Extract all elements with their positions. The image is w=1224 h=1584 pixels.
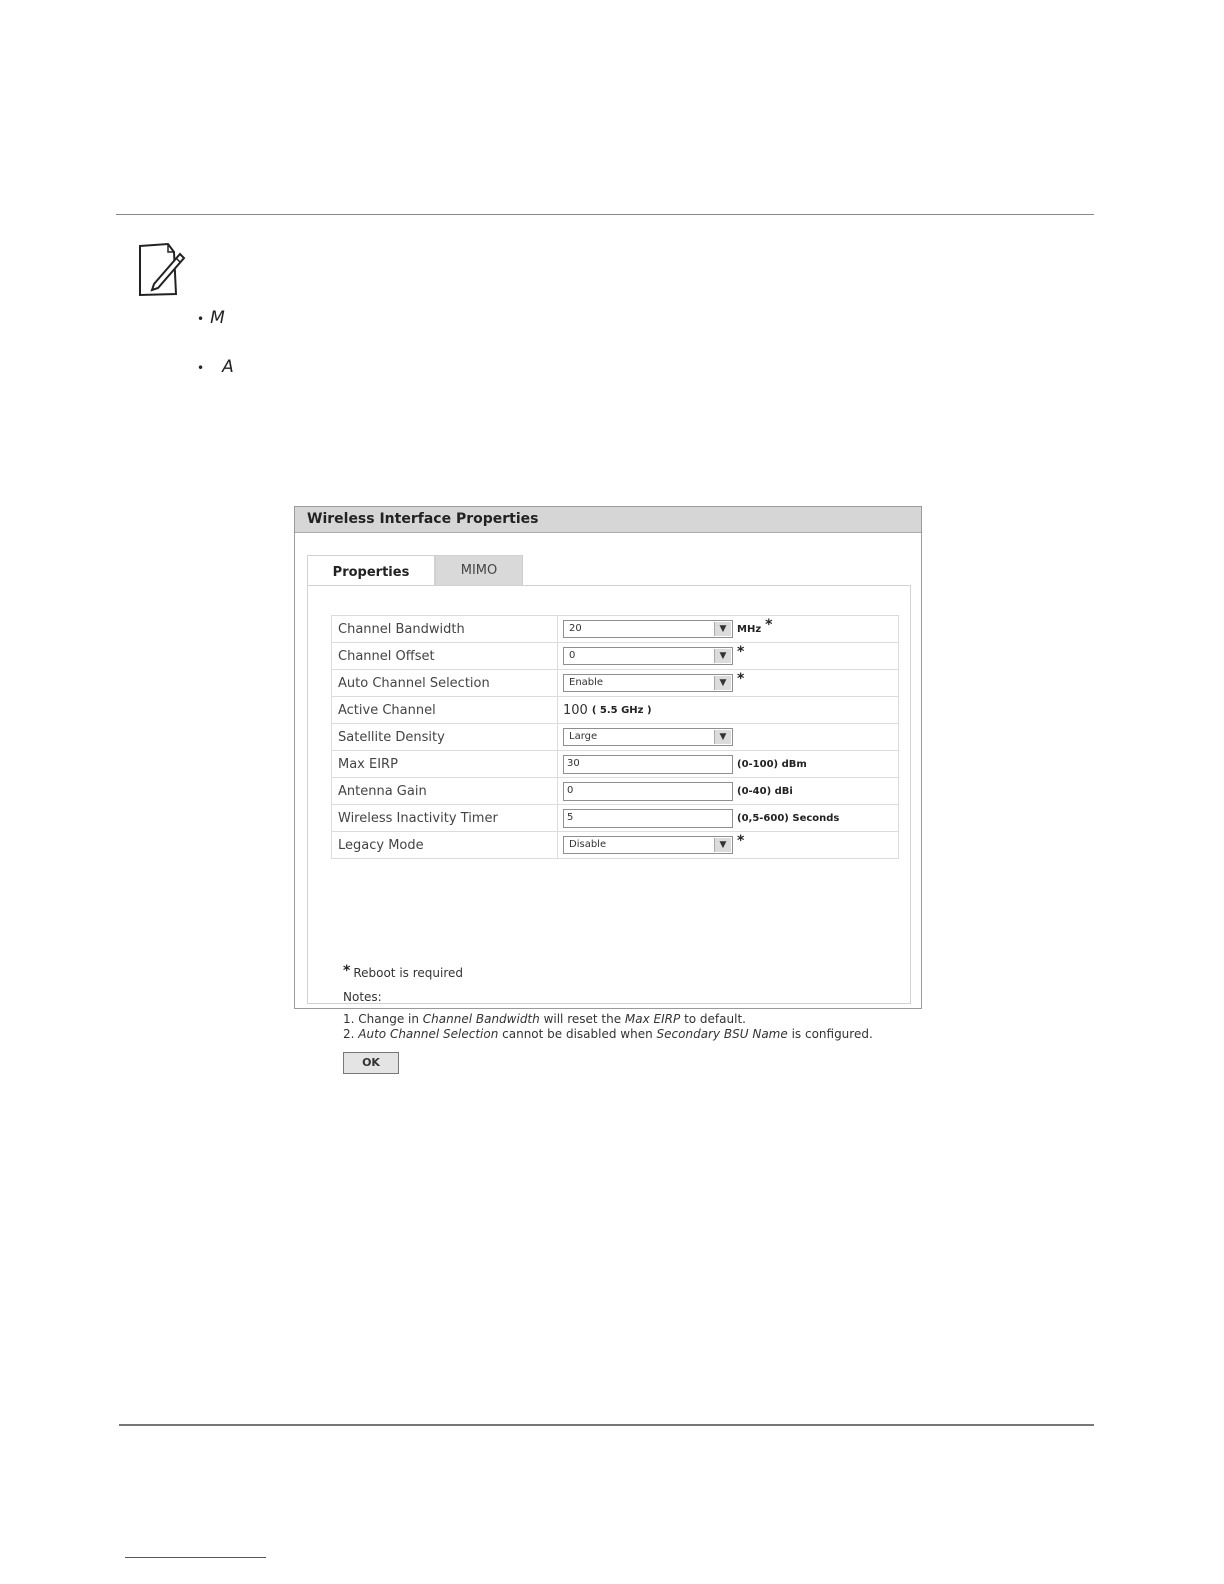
row-max-eirp [332, 751, 899, 778]
antenna-gain-input[interactable] [563, 782, 733, 801]
note-text: cannot be disabled when [498, 1027, 657, 1041]
row-label: Antenna Gain [332, 778, 558, 805]
reboot-note [343, 963, 464, 982]
row-label: Max EIRP [332, 751, 558, 778]
panel-title: Wireless Interface Properties [295, 507, 921, 533]
reboot-marker: * [737, 671, 745, 687]
note-italic: Secondary BSU Name [656, 1027, 788, 1041]
note-italic: Auto Channel Selection [358, 1027, 499, 1041]
properties-content [307, 585, 911, 1069]
row-auto-channel-selection [332, 670, 899, 697]
select-value: Enable [569, 677, 604, 688]
note-text: to default. [680, 1012, 746, 1026]
note-text: 2. [343, 1027, 359, 1041]
row-label: Active Channel [332, 697, 558, 724]
note-text: will reset the [539, 1012, 625, 1026]
footer-rule [119, 1424, 1094, 1426]
reboot-marker: * [737, 644, 745, 660]
header-rule [116, 214, 1094, 215]
chevron-down-icon[interactable]: ▼ [714, 838, 731, 852]
unit-label: ( 5.5 GHz ) [591, 704, 652, 716]
row-channel-offset [332, 643, 899, 670]
row-antenna-gain [332, 778, 899, 805]
note-bullet-2: • A [197, 357, 234, 377]
row-label: Satellite Density [332, 724, 558, 751]
reboot-marker: * [737, 833, 745, 849]
note-pencil-icon [134, 240, 186, 298]
input-value: 0 [567, 784, 574, 796]
row-label: Legacy Mode [332, 832, 558, 859]
ok-button[interactable]: OK [343, 1052, 399, 1074]
note-bullet-text: M [210, 308, 225, 328]
unit-label: MHz [737, 623, 762, 635]
legacy-mode-select[interactable] [563, 836, 733, 854]
chevron-down-icon[interactable]: ▼ [714, 649, 731, 663]
note-bullet-1: • M [197, 308, 225, 328]
row-label: Channel Offset [332, 643, 558, 670]
channel-offset-select[interactable] [563, 647, 733, 665]
row-label: Wireless Inactivity Timer [332, 805, 558, 832]
max-eirp-input[interactable] [563, 755, 733, 774]
row-active-channel [332, 697, 899, 724]
row-label: Channel Bandwidth [332, 616, 558, 643]
chevron-down-icon[interactable]: ▼ [714, 730, 731, 744]
tab-properties[interactable]: Properties [307, 555, 435, 586]
auto-channel-selection-select[interactable] [563, 674, 733, 692]
footer-link-underline[interactable] [125, 1557, 266, 1558]
note-italic: Max EIRP [624, 1012, 681, 1026]
select-value: Disable [569, 839, 607, 850]
input-value: 30 [567, 757, 580, 769]
select-value: 0 [569, 650, 576, 661]
note-italic: Channel Bandwidth [422, 1012, 540, 1026]
satellite-density-select[interactable] [563, 728, 733, 746]
reboot-marker: * [765, 617, 773, 633]
wireless-inactivity-timer-input[interactable] [563, 809, 733, 828]
note-line-1 [343, 1012, 746, 1026]
active-channel-value: 100 [563, 702, 588, 718]
tab-mimo[interactable]: MIMO [435, 555, 523, 585]
chevron-down-icon[interactable]: ▼ [714, 622, 731, 636]
reboot-text: Reboot is required [353, 966, 464, 980]
unit-label: (0-100) dBm [737, 758, 807, 770]
row-wireless-inactivity-timer [332, 805, 899, 832]
channel-bandwidth-select[interactable] [563, 620, 733, 638]
row-legacy-mode [332, 832, 899, 859]
row-label: Auto Channel Selection [332, 670, 558, 697]
unit-label: (0,5-600) Seconds [737, 812, 840, 824]
row-satellite-density [332, 724, 899, 751]
chevron-down-icon[interactable]: ▼ [714, 676, 731, 690]
note-text: is configured. [787, 1027, 873, 1041]
input-value: 5 [567, 811, 574, 823]
note-bullet-text: A [222, 357, 234, 377]
properties-table [331, 615, 899, 859]
wireless-interface-panel [294, 506, 922, 1069]
select-value: 20 [569, 623, 582, 634]
select-value: Large [569, 731, 598, 742]
note-text: 1. Change in [343, 1012, 423, 1026]
notes-title: Notes: [343, 990, 382, 1004]
unit-label: (0-40) dBi [737, 785, 793, 797]
row-channel-bandwidth [332, 616, 899, 643]
reboot-marker: * [343, 963, 351, 979]
note-line-2 [343, 1027, 873, 1041]
